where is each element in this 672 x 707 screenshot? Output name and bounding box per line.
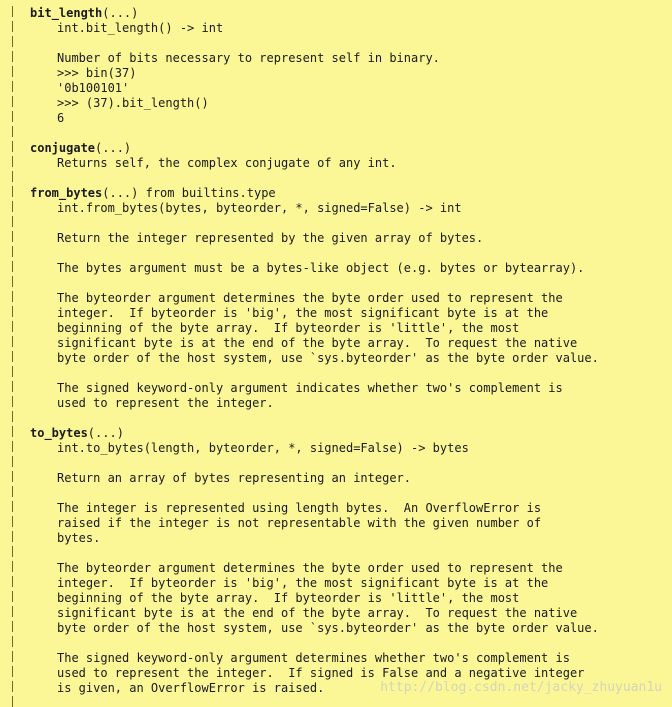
doc-line: int.to_bytes(length, byteorder, *, signed=False) -> bytes (57, 441, 469, 455)
blank-line (30, 636, 672, 651)
gutter-mark (12, 306, 13, 317)
gutter-mark (12, 51, 13, 62)
method-name: to_bytes (30, 426, 88, 440)
blank-line (30, 546, 672, 561)
gutter-mark (12, 636, 13, 647)
gutter-mark (12, 231, 13, 242)
doc-line: beginning of the byte array. If byteorder is 'little', the most (57, 591, 520, 605)
method-signature-suffix: (...) (102, 6, 139, 20)
doc-line: integer. If byteorder is 'big', the most significant byte is at the (57, 306, 549, 320)
blank-line (30, 36, 672, 51)
blank-line (30, 456, 672, 471)
doc-line: byte order of the host system, use `sys.byteorder' as the byte order value. (57, 621, 599, 635)
help-text-content (30, 6, 672, 696)
doc-line: '0b100101' (57, 81, 130, 95)
doc-line: Return the integer represented by the given array of bytes. (57, 231, 484, 245)
gutter-mark (12, 591, 13, 602)
blank-line (30, 366, 672, 381)
gutter-mark (12, 546, 13, 557)
doc-line: bytes. (57, 531, 101, 545)
gutter-mark (12, 606, 13, 617)
blank-line (30, 126, 672, 141)
doc-line: The signed keyword-only argument indicates whether two's complement is (57, 381, 563, 395)
doc-line: used to represent the integer. (57, 396, 274, 410)
gutter-mark (12, 201, 13, 212)
gutter-mark (12, 576, 13, 587)
doc-line: int.bit_length() -> int (57, 21, 224, 35)
gutter-mark (12, 426, 13, 437)
doc-line: The byteorder argument determines the byte order used to represent the (57, 291, 563, 305)
gutter-mark (12, 276, 13, 287)
gutter-mark (12, 6, 13, 17)
gutter-mark (12, 516, 13, 527)
gutter-mark (12, 81, 13, 92)
method-signature-suffix: (...) from builtins.type (102, 186, 276, 200)
gutter-mark (12, 531, 13, 542)
blank-line (30, 486, 672, 501)
gutter-mark (12, 501, 13, 512)
method-signature-suffix: (...) (95, 141, 132, 155)
gutter-mark (12, 21, 13, 32)
doc-line: >>> (37).bit_length() (57, 96, 209, 110)
gutter-mark (12, 366, 13, 377)
doc-line: byte order of the host system, use `sys.byteorder' as the byte order value. (57, 351, 599, 365)
gutter-mark (12, 261, 13, 272)
method-header-from-bytes (30, 186, 672, 201)
doc-line: 6 (57, 111, 65, 125)
blank-line (30, 246, 672, 261)
doc-line: Return an array of bytes representing an integer. (57, 471, 412, 485)
doc-line: beginning of the byte array. If byteorder is 'little', the most (57, 321, 520, 335)
blank-line (30, 276, 672, 291)
method-name: from_bytes (30, 186, 103, 200)
gutter-mark (12, 411, 13, 422)
doc-line: >>> bin(37) (57, 66, 137, 80)
gutter-mark (12, 291, 13, 302)
doc-line: The integer is represented using length bytes. An OverflowError is (57, 501, 542, 515)
doc-line: int.from_bytes(bytes, byteorder, *, signed=False) -> int (57, 201, 462, 215)
blank-line (30, 171, 672, 186)
gutter-mark (12, 36, 13, 47)
doc-line: The signed keyword-only argument determines whether two's complement is (57, 651, 570, 665)
blank-line (30, 411, 672, 426)
method-signature-suffix: (...) (87, 426, 124, 440)
method-header-bit-length (30, 6, 672, 21)
gutter-mark (12, 561, 13, 572)
doc-line: The bytes argument must be a bytes-like object (e.g. bytes or bytearray). (57, 261, 585, 275)
gutter-mark (12, 216, 13, 227)
gutter-mark (12, 696, 13, 707)
gutter-mark (12, 651, 13, 662)
doc-line: raised if the integer is not representable with the given number of (57, 516, 542, 530)
gutter-mark (12, 141, 13, 152)
doc-line: used to represent the integer. If signed is False and a negative integer (57, 666, 585, 680)
gutter-mark (12, 186, 13, 197)
doc-line: is given, an OverflowError is raised. (57, 681, 325, 695)
gutter-mark (12, 96, 13, 107)
method-header-conjugate (30, 141, 672, 156)
gutter-mark (12, 681, 13, 692)
gutter-mark (12, 126, 13, 137)
gutter-mark (12, 66, 13, 77)
blank-line (30, 216, 672, 231)
doc-line: Number of bits necessary to represent self in binary. (57, 51, 440, 65)
gutter-mark (12, 441, 13, 452)
gutter-mark (12, 111, 13, 122)
gutter-mark (12, 381, 13, 392)
doc-line: significant byte is at the end of the byte array. To request the native (57, 606, 578, 620)
gutter-mark (12, 171, 13, 182)
method-name: conjugate (30, 141, 96, 155)
gutter-mark (12, 246, 13, 257)
gutter-mark (12, 666, 13, 677)
gutter-mark (12, 456, 13, 467)
doc-line: Returns self, the complex conjugate of any int. (57, 156, 397, 170)
gutter-mark (12, 351, 13, 362)
gutter-mark (12, 321, 13, 332)
gutter-mark (12, 471, 13, 482)
method-name: bit_length (30, 6, 103, 20)
gutter-mark (12, 621, 13, 632)
method-header-to-bytes (30, 426, 672, 441)
gutter-mark (12, 336, 13, 347)
gutter-mark (12, 396, 13, 407)
gutter-mark (12, 156, 13, 167)
gutter-mark (12, 486, 13, 497)
doc-line: integer. If byteorder is 'big', the most significant byte is at the (57, 576, 549, 590)
doc-line: The byteorder argument determines the byte order used to represent the (57, 561, 563, 575)
watermark: http://blog.csdn.net/jacky_zhuyuan1u (380, 680, 662, 695)
doc-line: significant byte is at the end of the byte array. To request the native (57, 336, 578, 350)
